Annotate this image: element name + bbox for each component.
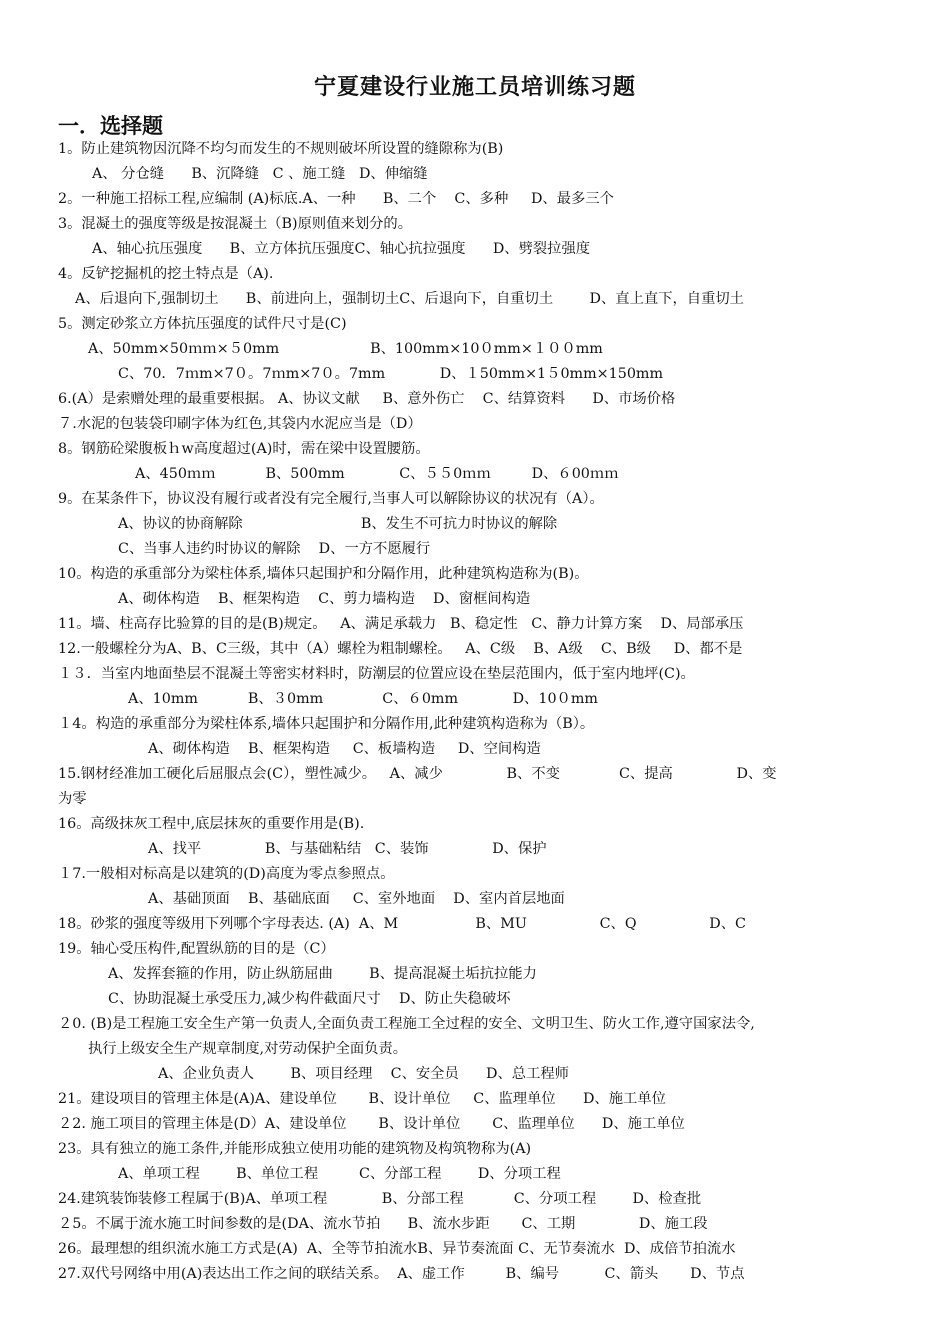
question-line: 4。反铲挖掘机的挖土特点是（A).	[58, 266, 274, 282]
option-line: C、70．7ｍm×7０。7ｍm×7０。7mm D、１50mm×1５0mm×150mm	[118, 366, 664, 382]
document-title: 宁夏建设行业施工员培训练习题	[313, 75, 636, 100]
question-line: 23。具有独立的施工条件,并能形成独立使用功能的建筑物及构筑物称为(A)	[58, 1141, 532, 1157]
question-line: １３．当室内地面垫层不混凝土等密实材料时，防潮层的位置应设在垫层范围内，低于室内地坪(C)。	[58, 666, 695, 682]
question-line: ７.水泥的包装袋印刷字体为红色,其袋内水泥应当是（D）	[58, 416, 422, 432]
question-line: 9。在某条件下，协议没有履行或者没有完全履行,当事人可以解除协议的状况有（A）。	[58, 491, 604, 507]
option-line: C、当事人违约时协议的解除 D、一方不愿履行	[118, 541, 431, 557]
option-line: A、砌体构造 B、框架构造 C、剪力墙构造 D、窗框间构造	[118, 591, 531, 607]
question-line: 16。高级抹灰工程中,底层抹灰的重要作用是(B).	[58, 816, 365, 832]
question-line: 10。构造的承重部分为梁柱体系,墙体只起围护和分隔作用，此种建筑构造称为(B)。	[58, 566, 589, 582]
question-line: ２5。不属于流水施工时间参数的是(DA、流水节拍 B、流水步距 C、工期 D、施工段	[58, 1216, 708, 1232]
option-line: C、协助混凝土承受压力,减少构件截面尺寸 D、防止失稳破坏	[108, 991, 511, 1007]
question-line: 11。墙、柱高存比验算的目的是(B)规定。 A、满足承载力 B、稳定性 C、静力计算方案 D、局部承压	[58, 616, 744, 632]
question-line: 26。最理想的组织流水施工方式是(A) A、全等节拍流水B、异节奏流面 C、无节奏流水 D、成倍节拍流水	[58, 1241, 736, 1257]
question-line: 为零	[58, 791, 87, 807]
question-line: 3。混凝土的强度等级是按混凝土（B)原则值来划分的。	[58, 216, 413, 232]
question-line: 8。钢筋砼梁腹板ｈw高度超过(A)时，需在梁中设置腰筋。	[58, 441, 430, 457]
question-line: 5。测定砂浆立方体抗压强度的试件尺寸是(C)	[58, 316, 347, 332]
option-line: A、轴心抗压强度 B、立方体抗压强度C、轴心抗拉强度 D、劈裂拉强度	[92, 241, 591, 257]
option-line: A、450ｍｍ B、500mm C、５５0ｍｍ D、６00ｍｍ	[135, 466, 619, 482]
option-line: A、后退向下,强制切土 B、前进向上，强制切土C、后退向下，自重切土 D、直上直下，自重切土	[75, 291, 744, 307]
question-line: 执行上级安全生产规章制度,对劳动保护全面负责。	[88, 1041, 408, 1057]
question-line: 24.建筑装饰装修工程属于(B)A、单项工程 B、分部工程 C、分项工程 D、检查批	[58, 1191, 702, 1207]
question-line: 2。一种施工招标工程,应编制 (A)标底.A、一种 B、二个 C、多种 D、最多三个	[58, 191, 614, 207]
option-line: A、单项工程 B、单位工程 C、分部工程 D、分项工程	[118, 1166, 561, 1182]
question-line: １4。构造的承重部分为梁柱体系,墙体只起围护和分隔作用,此种建筑构造称为（B）。	[58, 716, 595, 732]
question-line: １7.一般相对标高是以建筑的(D)高度为零点参照点。	[58, 866, 395, 882]
option-line: A、50mm×50ｍｍ×５0mm B、100mm×10０mm×１００mm	[88, 341, 603, 357]
question-line: 15.钢材经准加工硬化后屈服点会(C），塑性减少。 A、减少 B、不变 C、提高 D、变	[58, 766, 777, 782]
question-line: 12.一般螺栓分为A、B、C三级，其中（A）螺栓为粗制螺栓。 A、C级 B、A级 C、B级 D、都不是	[58, 641, 743, 657]
question-line: 1。防止建筑物因沉降不均匀而发生的不规则破坏所设置的缝隙称为(B)	[58, 141, 504, 157]
question-line: 6.(A）是索赠处理的最重要根据。 A、协议文献 B、意外伤亡 C、结算资料 D、市场价格	[58, 391, 676, 407]
question-line: ２2. 施工项目的管理主体是(D）A、建设单位 B、设计单位 C、监理单位 D、施工单位	[58, 1116, 685, 1132]
option-line: A、找平 B、与基础粘结 C、装饰 D、保护	[148, 841, 547, 857]
option-line: A、10mm B、３0mm C、６0mm D、10０mm	[128, 691, 598, 707]
section-heading: 一．选择题	[58, 114, 163, 138]
question-line: 18。砂浆的强度等级用下列哪个字母表达. (A) A、M B、MU C、Q D、C	[58, 916, 746, 932]
option-line: A、 分仓缝 B、沉降缝 C 、施工缝 D、伸缩缝	[92, 166, 428, 182]
question-line: 27.双代号网络中用(A)表达出工作之间的联结关系。 A、虚工作 B、编号 C、箭头 D、节点	[58, 1266, 745, 1282]
option-line: A、发挥套箍的作用，防止纵筋屈曲 B、提高混凝土垢抗拉能力	[108, 966, 537, 982]
question-line: 21。建设项目的管理主体是(A)A、建设单位 B、设计单位 C、监理单位 D、施工单位	[58, 1091, 666, 1107]
question-line: ２0. (B)是工程施工安全生产第一负责人,全面负责工程施工全过程的安全、文明卫生、防火工作,遵守国家法令,	[58, 1016, 755, 1032]
option-line: A、协议的协商解除 B、发生不可抗力时协议的解除	[118, 516, 558, 532]
option-line: A、企业负责人 B、项目经理 C、安全员 D、总工程师	[158, 1066, 569, 1082]
option-line: A、基础顶面 B、基础底面 C、室外地面 D、室内首层地面	[148, 891, 565, 907]
option-line: A、砌体构造 B、框架构造 C、板墙构造 D、空间构造	[148, 741, 541, 757]
question-line: 19。轴心受压构件,配置纵筋的目的是（C）	[58, 941, 335, 957]
